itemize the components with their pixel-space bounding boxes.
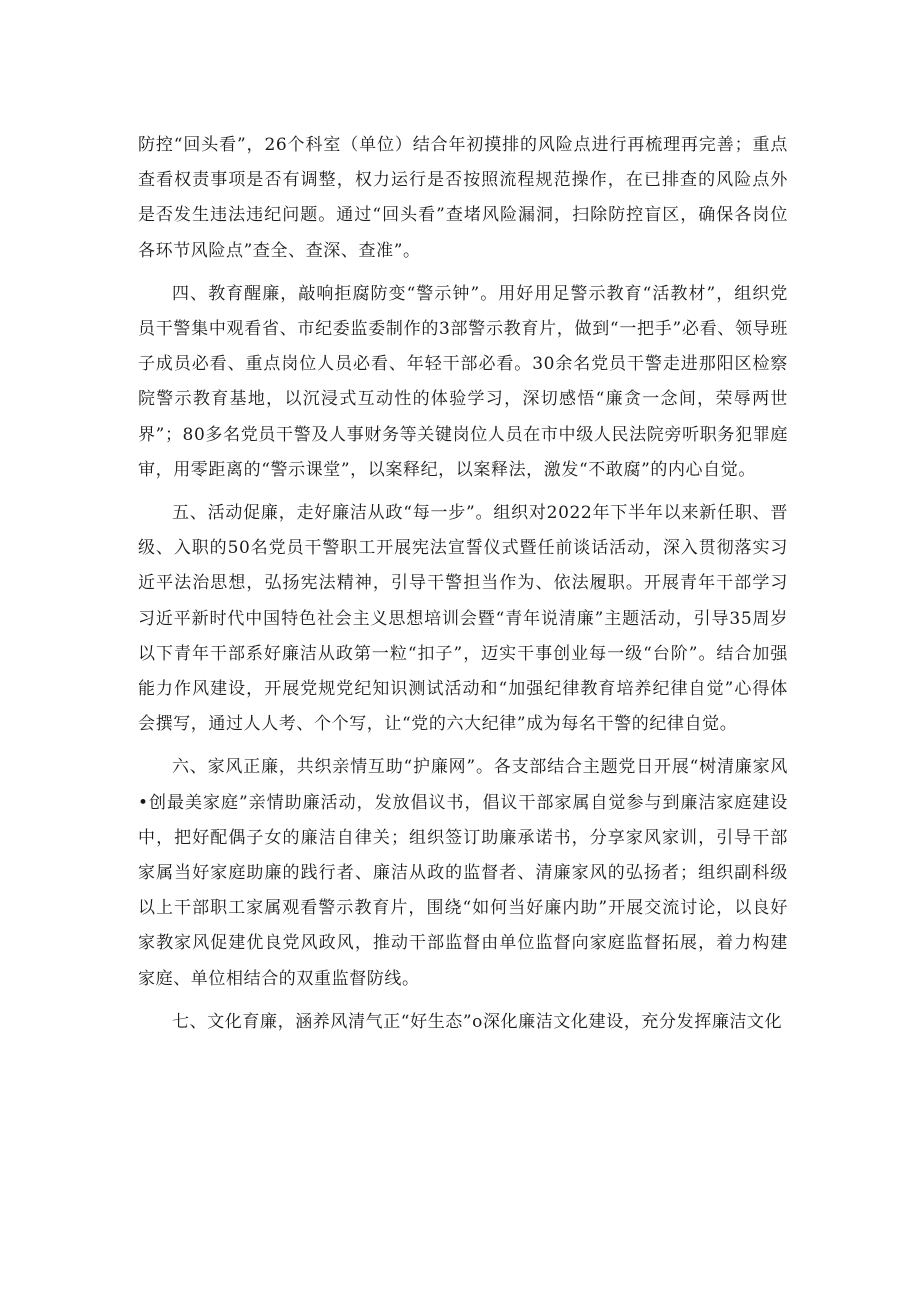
paragraph-culture: 七、文化育廉，涵养风清气正“好生态”o深化廉洁文化建设，充分发挥廉洁文化	[172, 1011, 783, 1032]
paragraph-education: 四、教育醒廉，敲响拒腐防变“警示钟”。用好用足警示教育“活教材”，组织党员干警集中观看省、市纪委监委制作的3部警示教育片，做到“一把手”必看、领导班子成员必看、重点岗位人员必看、年轻干部必看。30余名党员干警走进那阳区检察院警示教育基地，以沉浸式互动性的体验学习，深切感悟“廉贪一念间，荣辱两世界”；80多名党员干警及人事财务等关键岗位人员在市中级人民法院旁听职务犯罪庭审，用零距离的“警示课堂”，以案释纪，以案释法，激发“不敢腐”的内心自觉。	[138, 283, 788, 480]
document-body	[138, 128, 788, 1048]
paragraph-family-style: 六、家风正廉，共织亲情互助“护廉网”。各支部结合主题党日开展“树清廉家风•创最美家庭”亲情助廉活动，发放倡议书，倡议干部家属自觉参与到廉洁家庭建设中，把好配偶子女的廉洁自律关；组织签订助廉承诺书，分享家风家训，引导干部家属当好家庭助廉的践行者、廉洁从政的监督者、清廉家风的弘扬者；组织副科级以上干部职工家属观看警示教育片，围绕“如何当好廉内助”开展交流讨论，以良好家教家风促建优良党风政风，推动干部监督由单位监督向家庭监督拓展，着力构建家庭、单位相结合的双重监督防线。	[138, 757, 788, 989]
paragraph-activities: 五、活动促廉，走好廉洁从政“每一步”。组织对2022年下半年以来新任职、晋级、入职的50名党员干警职工开展宪法宣誓仪式暨任前谈话活动，深入贯彻落实习近平法治思想，弘扬宪法精神，引导干警担当作为、依法履职。开展青年干部学习习近平新时代中国特色社会主义思想培训会暨“青年说清廉”主题活动，引导35周岁以下青年干部系好廉洁从政第一粒“扣子”，迈实干事创业每一级“台阶”。结合加强能力作风建设，开展党规党纪知识测试活动和“加强纪律教育培养纪律自觉”心得体会撰写，通过人人考、个个写，让“党的六大纪律”成为每名干警的纪律自觉。	[138, 503, 788, 735]
paragraph-risk-review: 防控“回头看”，26个科室（单位）结合年初摸排的风险点进行再梳理再完善；重点查看权责事项是否有调整，权力运行是否按照流程规范操作，在已排查的风险点外是否发生违法违纪问题。通过“回头看”查堵风险漏洞，扫除防控盲区，确保各岗位各环节风险点”查全、查深、查准”。	[138, 135, 788, 261]
